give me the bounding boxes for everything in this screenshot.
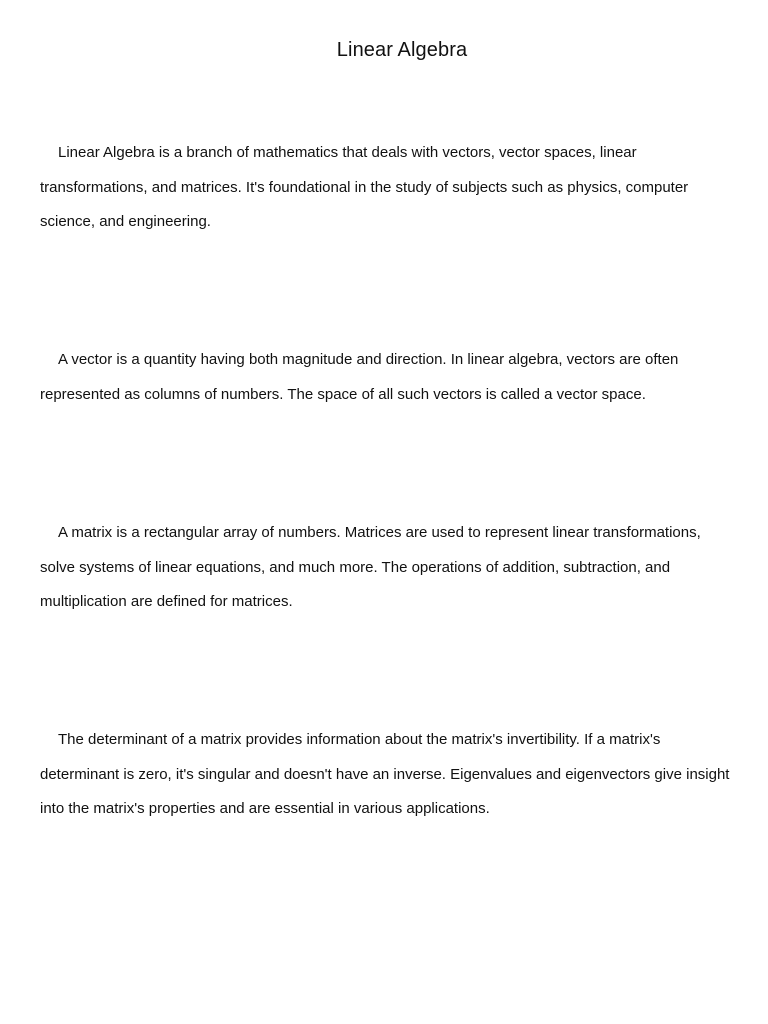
paragraph-determinants: The determinant of a matrix provides information about the matrix's invertibility. If a matrix's determinant is zero, it's singular and doesn't have an inverse. Eigenvalues and eigenvectors give insight into the matrix's properties and are essential in various applications.	[40, 731, 730, 817]
document-title: Linear Algebra	[336, 39, 468, 61]
paragraph-introduction: Linear Algebra is a branch of mathematics that deals with vectors, vector spaces, linear transformations, and matrices. It's foundational in the study of subjects such as physics, computer science, and engineering.	[40, 144, 689, 230]
paragraph-matrices: A matrix is a rectangular array of numbers. Matrices are used to represent linear transformations, solve systems of linear equations, and much more. The operations of addition, subtraction, and multiplication are defined for matrices.	[40, 524, 701, 610]
paragraph-vectors: A vector is a quantity having both magnitude and direction. In linear algebra, vectors are often represented as columns of numbers. The space of all such vectors is called a vector space.	[40, 351, 679, 403]
